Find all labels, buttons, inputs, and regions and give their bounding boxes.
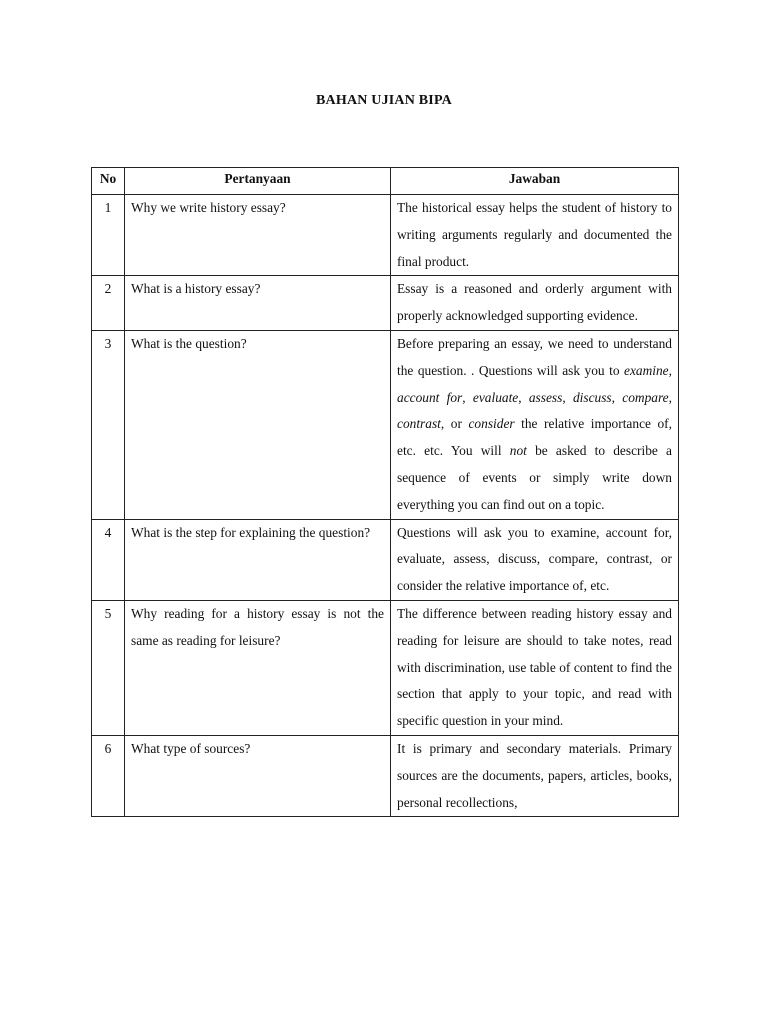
table-row bbox=[92, 519, 679, 600]
answer-cell bbox=[391, 735, 679, 816]
question-cell: What type of sources? bbox=[125, 735, 391, 816]
header-question: Pertanyaan bbox=[125, 168, 391, 195]
answer-text: The historical essay helps the student of history to writing arguments regularly and documented the final product. bbox=[397, 200, 672, 269]
table-row bbox=[92, 735, 679, 816]
question-cell: Why we write history essay? bbox=[125, 195, 391, 276]
answer-text: The difference between reading history essay and reading for leisure are should to take notes, read with discrimination, use table of content to find the section that apply to your topic, and read with specific question in your mind. bbox=[397, 605, 672, 729]
table-row bbox=[92, 276, 679, 331]
qa-table bbox=[91, 167, 679, 817]
question-cell: What is a history essay? bbox=[125, 276, 391, 331]
answer-text: , bbox=[462, 389, 473, 405]
question-cell: What is the question? bbox=[125, 330, 391, 519]
answer-text: It is primary and secondary materials. Primary sources are the documents, papers, articles, books, personal recollections, bbox=[397, 740, 672, 810]
header-no: No bbox=[92, 168, 125, 195]
answer-emphasis: compare bbox=[622, 389, 669, 405]
row-number: 3 bbox=[92, 330, 125, 519]
answer-cell bbox=[391, 330, 679, 519]
row-number: 2 bbox=[92, 276, 125, 331]
answer-text: , bbox=[518, 389, 529, 405]
answer-emphasis: contrast bbox=[397, 416, 441, 432]
table-body bbox=[92, 195, 679, 817]
answer-text: , bbox=[668, 389, 672, 405]
answer-text: Before preparing an essay, we need to understand the question. . Questions will ask you to bbox=[397, 335, 672, 378]
row-number: 1 bbox=[92, 195, 125, 276]
table-row bbox=[92, 330, 679, 519]
answer-text: Essay is a reasoned and orderly argument with properly acknowledged supporting evidence. bbox=[397, 281, 672, 324]
header-answer: Jawaban bbox=[391, 168, 679, 195]
answer-emphasis: discuss bbox=[572, 389, 612, 405]
answer-cell bbox=[391, 195, 679, 276]
table-header-row bbox=[92, 168, 679, 195]
answer-emphasis: consider bbox=[468, 416, 515, 432]
document-title: BAHAN UJIAN BIPA bbox=[316, 93, 452, 108]
table-row bbox=[92, 600, 679, 735]
table-row bbox=[92, 195, 679, 276]
answer-text: , bbox=[562, 389, 573, 405]
answer-text: , bbox=[668, 362, 672, 378]
answer-text: be asked to describe a sequence of events or simply write down everything you can find out on a topic. bbox=[397, 443, 672, 512]
answer-emphasis: evaluate bbox=[472, 389, 519, 405]
answer-text: the relative importance of, etc. etc. You will bbox=[397, 416, 672, 459]
answer-emphasis: examine bbox=[624, 362, 669, 378]
answer-cell bbox=[391, 276, 679, 331]
answer-emphasis: account for bbox=[397, 389, 463, 405]
answer-text: Questions will ask you to examine, account for, evaluate, assess, discuss, compare, contrast, or consider the relative importance of, etc. bbox=[397, 524, 672, 594]
row-number: 4 bbox=[92, 519, 125, 600]
answer-emphasis: not bbox=[509, 443, 527, 459]
answer-cell bbox=[391, 600, 679, 735]
row-number: 6 bbox=[92, 735, 125, 816]
answer-emphasis: assess bbox=[528, 389, 563, 405]
answer-text: , or bbox=[440, 416, 469, 432]
answer-text: , bbox=[611, 389, 623, 405]
question-cell: What is the step for explaining the question? bbox=[125, 519, 391, 600]
answer-cell bbox=[391, 519, 679, 600]
row-number: 5 bbox=[92, 600, 125, 735]
question-cell: Why reading for a history essay is not the same as reading for leisure? bbox=[125, 600, 391, 735]
